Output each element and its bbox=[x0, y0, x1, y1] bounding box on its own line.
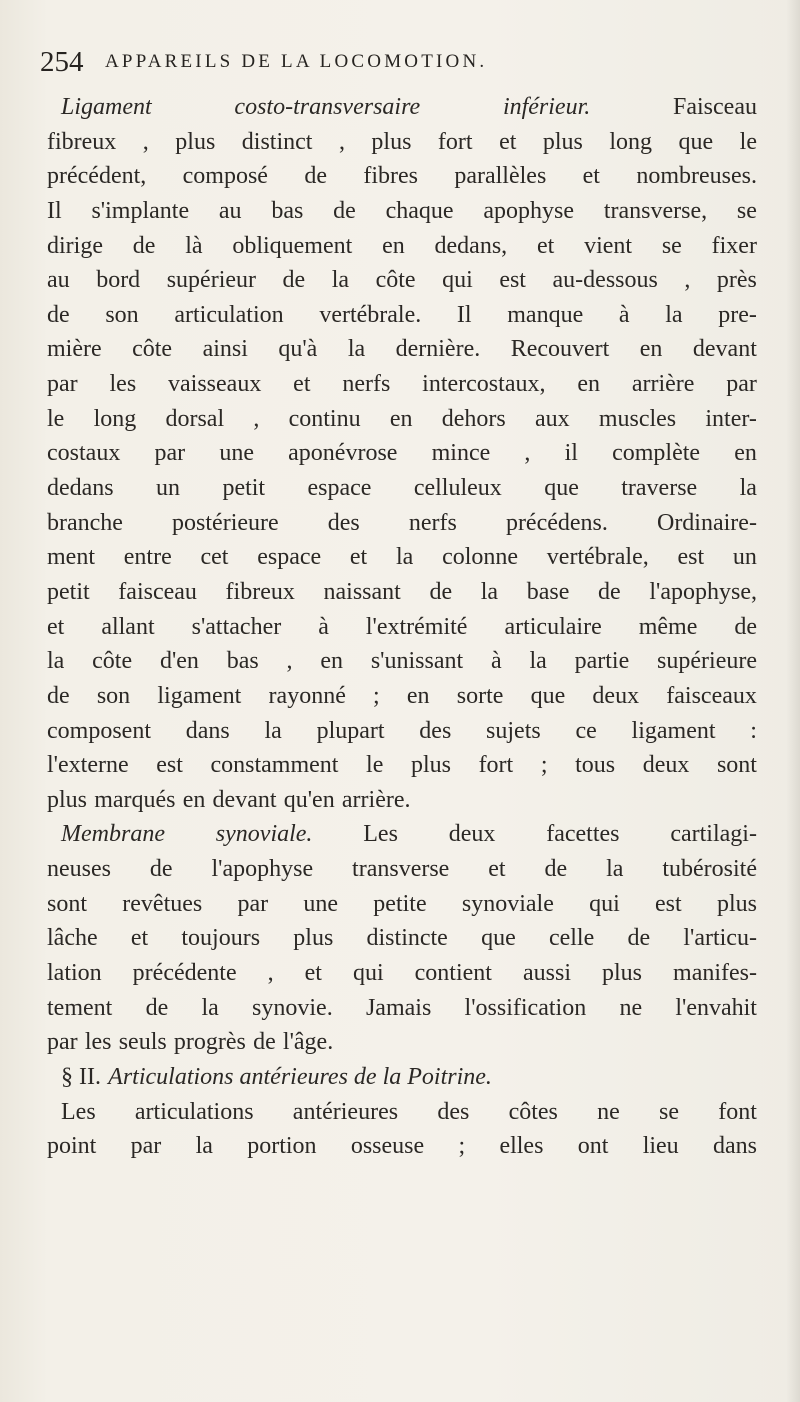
text-line bbox=[47, 991, 757, 1026]
text-line bbox=[47, 332, 757, 367]
word: une bbox=[303, 890, 339, 917]
word: plus bbox=[542, 128, 583, 155]
word: la bbox=[347, 336, 366, 363]
word: tubérosité bbox=[662, 856, 757, 883]
word: de bbox=[304, 163, 327, 190]
text-line bbox=[47, 921, 757, 956]
word: osseuse bbox=[350, 1133, 425, 1160]
word: complète bbox=[612, 440, 701, 467]
word: espace bbox=[257, 544, 322, 571]
word: côte bbox=[132, 336, 173, 363]
word: qu'en bbox=[283, 786, 335, 813]
word: Ordinaire- bbox=[656, 509, 757, 536]
text-line bbox=[47, 679, 757, 714]
word: vaisseaux bbox=[168, 371, 262, 398]
word: , bbox=[524, 440, 531, 467]
word: , bbox=[267, 960, 274, 987]
word: revêtues bbox=[122, 890, 203, 917]
page-edge-shadow bbox=[786, 0, 800, 1402]
word: Il bbox=[456, 301, 472, 328]
word: mince bbox=[431, 440, 491, 467]
word: et bbox=[488, 856, 506, 883]
word: portion bbox=[247, 1133, 317, 1160]
word: au-dessous bbox=[552, 267, 658, 294]
word: par bbox=[726, 371, 757, 398]
word: inter- bbox=[705, 405, 757, 432]
word: l'ossification bbox=[464, 994, 587, 1021]
word: qui bbox=[442, 267, 473, 294]
word: seuls bbox=[118, 1029, 167, 1056]
text-line bbox=[47, 229, 757, 264]
word: traverse bbox=[621, 475, 698, 502]
word: en bbox=[320, 648, 344, 675]
word: costo-transversaire bbox=[234, 94, 421, 120]
text-line bbox=[47, 956, 757, 991]
word: est bbox=[156, 752, 183, 779]
text-line bbox=[47, 1025, 757, 1060]
word: s'attacher bbox=[191, 613, 282, 640]
text-line bbox=[47, 263, 757, 298]
word: dehors bbox=[441, 405, 506, 432]
word: dorsal bbox=[165, 405, 225, 432]
word: se bbox=[659, 1098, 680, 1125]
word: est bbox=[655, 890, 682, 917]
text-line bbox=[47, 1060, 757, 1095]
word: § II. bbox=[61, 1063, 101, 1090]
word: composé bbox=[182, 163, 268, 190]
word: par bbox=[237, 890, 269, 917]
word: l'apophyse, bbox=[649, 578, 757, 605]
word: des bbox=[437, 1098, 470, 1125]
word: aux bbox=[534, 405, 570, 432]
word: petit bbox=[47, 578, 90, 605]
word: marqués bbox=[94, 786, 176, 813]
word: composent bbox=[47, 717, 151, 744]
word: et bbox=[47, 613, 65, 640]
word: en bbox=[734, 440, 757, 467]
word: plupart bbox=[316, 717, 385, 744]
word: facettes bbox=[546, 821, 620, 848]
word: costaux bbox=[47, 440, 121, 467]
word: le bbox=[366, 752, 384, 779]
text-line bbox=[47, 436, 757, 471]
page-number: 254 bbox=[40, 46, 84, 78]
word: plus bbox=[175, 128, 216, 155]
word: long bbox=[609, 128, 653, 155]
page-header bbox=[40, 42, 770, 82]
word: lâche bbox=[47, 925, 98, 952]
text-line bbox=[47, 887, 757, 922]
word: sujets bbox=[486, 717, 541, 744]
word: qu'à bbox=[278, 336, 318, 363]
word: apophyse bbox=[483, 197, 575, 224]
word: plus bbox=[716, 890, 757, 917]
text-line bbox=[47, 298, 757, 333]
word: Faisceau bbox=[673, 94, 757, 120]
word: Les bbox=[61, 1098, 96, 1125]
word: plus bbox=[293, 925, 334, 952]
word: de bbox=[47, 301, 70, 328]
word: même bbox=[638, 613, 698, 640]
word: long bbox=[93, 405, 137, 432]
word: deux bbox=[592, 682, 640, 709]
word: ligament bbox=[631, 717, 716, 744]
word: : bbox=[750, 717, 757, 744]
text-line bbox=[47, 367, 757, 402]
text-line bbox=[47, 159, 757, 194]
text-line bbox=[47, 714, 757, 749]
word: il bbox=[564, 440, 578, 467]
word: espace bbox=[307, 475, 372, 502]
word: la bbox=[201, 994, 219, 1021]
word: près bbox=[716, 267, 757, 294]
word: transverse bbox=[352, 856, 450, 883]
word: devant bbox=[212, 786, 277, 813]
word: est bbox=[499, 267, 526, 294]
word: articulaire bbox=[504, 613, 602, 640]
word: la bbox=[665, 301, 683, 328]
word: s'implante bbox=[91, 197, 190, 224]
word: et bbox=[582, 163, 600, 190]
text-line bbox=[47, 610, 757, 645]
word: et bbox=[499, 128, 517, 155]
word: en bbox=[382, 232, 405, 259]
word: vient bbox=[584, 232, 633, 259]
word: muscles bbox=[598, 405, 677, 432]
word: l'âge. bbox=[282, 1029, 334, 1056]
word: bord bbox=[96, 267, 141, 294]
word: des bbox=[419, 717, 452, 744]
text-line bbox=[47, 852, 757, 887]
word: sont bbox=[716, 752, 757, 779]
word: par bbox=[47, 1029, 78, 1056]
word: côtes bbox=[508, 1098, 558, 1125]
text-line bbox=[47, 471, 757, 506]
word: Recouvert bbox=[510, 336, 610, 363]
word: elles bbox=[499, 1133, 544, 1160]
word: par bbox=[154, 440, 186, 467]
word: la bbox=[195, 1133, 213, 1160]
word: dernière. bbox=[395, 336, 481, 363]
word: Jamais bbox=[365, 994, 432, 1021]
word: manifes- bbox=[673, 960, 757, 987]
word: est bbox=[677, 544, 705, 571]
word: distincte bbox=[366, 925, 448, 952]
word: Il bbox=[47, 197, 62, 224]
word: le bbox=[47, 405, 65, 432]
word: parallèles bbox=[454, 163, 547, 190]
word: synoviale bbox=[461, 890, 554, 917]
word: en bbox=[406, 682, 430, 709]
word: les bbox=[109, 371, 137, 398]
word: plus bbox=[602, 960, 643, 987]
word: au bbox=[47, 267, 70, 294]
word: allant bbox=[101, 613, 155, 640]
word: Membrane bbox=[61, 821, 165, 848]
word: distinct bbox=[241, 128, 313, 155]
word: côte bbox=[375, 267, 416, 294]
word: nombreuses. bbox=[636, 163, 757, 190]
word: Les bbox=[363, 821, 398, 848]
word: au bbox=[218, 197, 242, 224]
word: naissant bbox=[323, 578, 401, 605]
word: à bbox=[318, 613, 329, 640]
word: chaque bbox=[385, 197, 454, 224]
word: de bbox=[47, 682, 70, 709]
word: la bbox=[331, 267, 350, 294]
word: lieu bbox=[642, 1133, 679, 1160]
word: à bbox=[618, 301, 630, 328]
word: partie bbox=[574, 648, 630, 675]
word: devant bbox=[692, 336, 757, 363]
word: ligament bbox=[157, 682, 242, 709]
word: ne bbox=[619, 994, 643, 1021]
word: toujours bbox=[181, 925, 261, 952]
word: et bbox=[349, 544, 368, 571]
word: arrière bbox=[631, 371, 695, 398]
word: bas bbox=[271, 197, 304, 224]
word: fibres bbox=[363, 163, 418, 190]
word: , bbox=[253, 405, 260, 432]
word: plus bbox=[47, 786, 88, 813]
word: fixer bbox=[711, 232, 757, 259]
word: , bbox=[286, 648, 293, 675]
word: colonne bbox=[442, 544, 519, 571]
word: un bbox=[732, 544, 757, 571]
word: faisceau bbox=[118, 578, 197, 605]
word: ne bbox=[597, 1098, 620, 1125]
word: fibreux bbox=[47, 128, 117, 155]
text-line bbox=[47, 125, 757, 160]
word: la bbox=[264, 717, 282, 744]
word: et bbox=[293, 371, 311, 398]
word: faisceaux bbox=[666, 682, 757, 709]
word: ont bbox=[577, 1133, 609, 1160]
word: vertébrale. bbox=[319, 301, 422, 328]
word: vertébrale, bbox=[546, 544, 649, 571]
word: constamment bbox=[210, 752, 339, 779]
word: antérieures bbox=[292, 1098, 399, 1125]
word: petite bbox=[373, 890, 427, 917]
word: précédente bbox=[132, 960, 237, 987]
word: pre- bbox=[718, 301, 757, 328]
text-line bbox=[47, 783, 757, 818]
word: nerfs bbox=[342, 371, 391, 398]
word: dans bbox=[712, 1133, 757, 1160]
word: que bbox=[530, 682, 566, 709]
word: , bbox=[338, 128, 345, 155]
text-line bbox=[47, 540, 757, 575]
word: branche bbox=[47, 509, 123, 536]
word: l'apophyse bbox=[211, 856, 314, 883]
word: de bbox=[627, 925, 651, 952]
word: supérieur bbox=[166, 267, 257, 294]
word: de bbox=[149, 856, 173, 883]
word: plus bbox=[371, 128, 412, 155]
word: font bbox=[718, 1098, 757, 1125]
word: articulation bbox=[174, 301, 284, 328]
word: dedans bbox=[47, 475, 114, 502]
word: point bbox=[47, 1133, 97, 1160]
word: que bbox=[678, 128, 714, 155]
word: d'en bbox=[159, 648, 199, 675]
word: les bbox=[84, 1029, 112, 1056]
word: base bbox=[526, 578, 570, 605]
word: ; bbox=[458, 1133, 466, 1160]
word: par bbox=[130, 1133, 162, 1160]
word: côte bbox=[92, 648, 133, 675]
word: en bbox=[577, 371, 600, 398]
word: aussi bbox=[522, 960, 571, 987]
text-line bbox=[47, 506, 757, 541]
word: et bbox=[304, 960, 322, 987]
word: l'extrémité bbox=[365, 613, 468, 640]
word: deux bbox=[448, 821, 496, 848]
word: le bbox=[739, 128, 757, 155]
text-line bbox=[47, 644, 757, 679]
word: ce bbox=[575, 717, 597, 744]
word: de bbox=[282, 267, 306, 294]
text-line bbox=[47, 575, 757, 610]
word: contient bbox=[414, 960, 492, 987]
word: de bbox=[734, 613, 757, 640]
word: cet bbox=[200, 544, 229, 571]
word: à bbox=[490, 648, 502, 675]
word: de bbox=[333, 197, 356, 224]
word: celluleux bbox=[413, 475, 502, 502]
word: celle bbox=[548, 925, 595, 952]
word: ainsi bbox=[202, 336, 248, 363]
word: la bbox=[480, 578, 499, 605]
word: intercostaux, bbox=[422, 371, 546, 398]
word: sorte bbox=[456, 682, 504, 709]
word: plus bbox=[410, 752, 451, 779]
text-line bbox=[47, 1129, 757, 1164]
word: progrès bbox=[173, 1029, 246, 1056]
word: fort bbox=[437, 128, 473, 155]
word: articulations bbox=[134, 1098, 254, 1125]
word: l'articu- bbox=[683, 925, 757, 952]
word: un bbox=[156, 475, 181, 502]
word: supérieure bbox=[657, 648, 757, 675]
word: Ligament bbox=[61, 94, 152, 120]
word: arrière. bbox=[341, 786, 411, 813]
word: de bbox=[253, 1029, 276, 1056]
word: là bbox=[185, 232, 203, 259]
word: une bbox=[219, 440, 254, 467]
word: lation bbox=[47, 960, 102, 987]
word: ment bbox=[47, 544, 95, 571]
word: en bbox=[182, 786, 206, 813]
word: petit bbox=[222, 475, 266, 502]
word: qui bbox=[352, 960, 384, 987]
word: bas bbox=[226, 648, 259, 675]
word: synoviale. bbox=[215, 821, 313, 848]
word: tous bbox=[575, 752, 616, 779]
word: précédent, bbox=[47, 163, 147, 190]
word: fort bbox=[478, 752, 514, 779]
word: la bbox=[47, 648, 65, 675]
text-line bbox=[47, 1095, 757, 1130]
word: cartilagi- bbox=[670, 821, 757, 848]
word: des bbox=[327, 509, 360, 536]
word: de bbox=[429, 578, 453, 605]
word: continu bbox=[288, 405, 361, 432]
word: et bbox=[536, 232, 555, 259]
word: rayonné bbox=[268, 682, 346, 709]
text-line bbox=[47, 402, 757, 437]
word: de bbox=[132, 232, 156, 259]
word: la bbox=[606, 856, 624, 883]
word: aponévrose bbox=[288, 440, 398, 467]
word: la bbox=[395, 544, 414, 571]
word: dirige bbox=[47, 232, 103, 259]
word: dans bbox=[185, 717, 230, 744]
word: sont bbox=[47, 890, 88, 917]
word: son bbox=[105, 301, 139, 328]
word: que bbox=[481, 925, 516, 952]
word: et bbox=[130, 925, 149, 952]
word: la bbox=[739, 475, 757, 502]
word: inférieur. bbox=[502, 94, 591, 120]
word: que bbox=[544, 475, 579, 502]
word: mière bbox=[47, 336, 102, 363]
word: manque bbox=[507, 301, 584, 328]
word: de bbox=[598, 578, 621, 605]
word: en bbox=[639, 336, 663, 363]
body-text bbox=[47, 90, 757, 1164]
word: en bbox=[389, 405, 413, 432]
word: par bbox=[47, 371, 78, 398]
text-line bbox=[47, 194, 757, 229]
word: obliquement bbox=[232, 232, 353, 259]
word: ; bbox=[540, 752, 548, 779]
word: neuses bbox=[47, 856, 111, 883]
word: entre bbox=[123, 544, 172, 571]
text-line bbox=[47, 817, 757, 852]
word: postérieure bbox=[172, 509, 279, 536]
word: , bbox=[684, 267, 691, 294]
running-title: APPAREILS DE LA LOCOMOTION. bbox=[105, 51, 488, 72]
word: Articulations antérieures de la Poitrine. bbox=[108, 1063, 492, 1090]
word: fibreux bbox=[225, 578, 295, 605]
word: de bbox=[544, 856, 568, 883]
word: qui bbox=[589, 890, 620, 917]
word: se bbox=[661, 232, 682, 259]
word: , bbox=[142, 128, 149, 155]
word: l'envahit bbox=[675, 994, 757, 1021]
word: ; bbox=[373, 682, 380, 709]
word: de bbox=[145, 994, 169, 1021]
word: transverse, bbox=[603, 197, 708, 224]
word: deux bbox=[642, 752, 690, 779]
word: dedans, bbox=[434, 232, 508, 259]
word: tement bbox=[47, 994, 113, 1021]
word: synovie. bbox=[252, 994, 333, 1021]
word: son bbox=[96, 682, 131, 709]
word: la bbox=[529, 648, 547, 675]
word: se bbox=[736, 197, 757, 224]
word: s'unissant bbox=[370, 648, 464, 675]
word: nerfs bbox=[408, 509, 457, 536]
text-line bbox=[47, 90, 757, 125]
word: précédens. bbox=[505, 509, 608, 536]
word: l'externe bbox=[47, 752, 129, 779]
text-line bbox=[47, 748, 757, 783]
